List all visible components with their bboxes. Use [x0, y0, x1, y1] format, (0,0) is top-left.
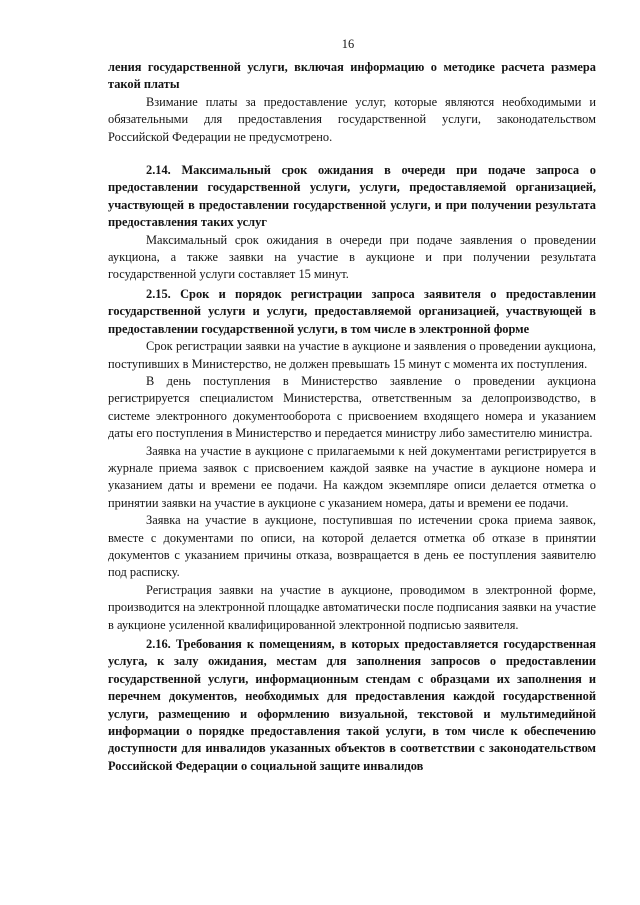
body-paragraph: В день поступления в Министерство заявление о проведении аукциона регистрируется специалистом Министерства, ответственным за делопроизводство, в системе электронного документооборота с присвоением входящего номера и указанием даты его поступления в Министерство и передается министру либо заместителю министра. — [108, 373, 596, 441]
body-paragraph: Заявка на участие в аукционе с прилагаемыми к ней документами регистрируется в журнале приема заявок с присвоением каждой заявке на участие в аукционе номера и указанием даты и времени ее подачи. На каждом экземпляре описи делается отметка о принятии заявки на участие в аукционе с указанием номера, даты и времени ее подачи. — [108, 443, 596, 510]
body-paragraph: Срок регистрации заявки на участие в аукционе и заявления о проведении аукциона, поступивших в Министерство, не должен превышать 15 минут с момента их поступления. — [108, 339, 596, 371]
section-heading-2-15: 2.15. Срок и порядок регистрации запроса заявителя о предоставлении государственной услуги и услуги, предоставляемой организацией, участвующей в предоставлении государственной услуги, в том числе в электронной форме — [108, 286, 596, 336]
body-paragraph: Регистрация заявки на участие в аукционе, проводимом в электронной форме, производится на электронной площадке автоматически после подписания заявки на участие в аукционе усиленной квалифицированной электронной подписью заявителя. — [108, 582, 596, 632]
page-number: 16 — [341, 37, 355, 51]
body-paragraph: Максимальный срок ожидания в очереди при подаче заявления о проведении аукциона, а также заявки на участие в аукционе и при получении результата государственной услуги составляет 15 минут. — [108, 232, 596, 282]
body-paragraph: Заявка на участие в аукционе, поступившая по истечении срока приема заявок, вместе с документами по описи, на которой делается отметка об отказе в принятии документов с указанием причины отказа, возвращается в день ее поступления заявителю под расписку. — [108, 513, 596, 580]
section-heading-2-14: 2.14. Максимальный срок ожидания в очереди при подаче запроса о предоставлении государственной услуги, услуги, предоставляемой организацией, участвующей в предоставлении государственной услуги, и при получении результата предоставления таких услуг — [108, 163, 596, 230]
document-page — [108, 36, 596, 775]
section-heading-2-16: 2.16. Требования к помещениям, в которых предоставляется государственная услуга, к залу ожидания, местам для заполнения запросов о предоставлении государственной услуги, информационным стендам с образцами их заполнения и перечнем документов, необходимых для предоставления каждой государственной услуги, размещению и оформлению визуальной, текстовой и мультимедийной информации о порядке предоставления такой услуги, в том числе к обеспечению доступности для инвалидов указанных объектов в соответствии с законодательством Российской Федерации о социальной защите инвалидов — [108, 637, 596, 773]
body-paragraph: Взимание платы за предоставление услуг, которые являются необходимыми и обязательными для предоставления государственной услуги, законодательством Российской Федерации не предусмотрено. — [108, 94, 596, 144]
heading-continuation: ления государственной услуги, включая информацию о методике расчета размера такой платы — [108, 60, 596, 92]
